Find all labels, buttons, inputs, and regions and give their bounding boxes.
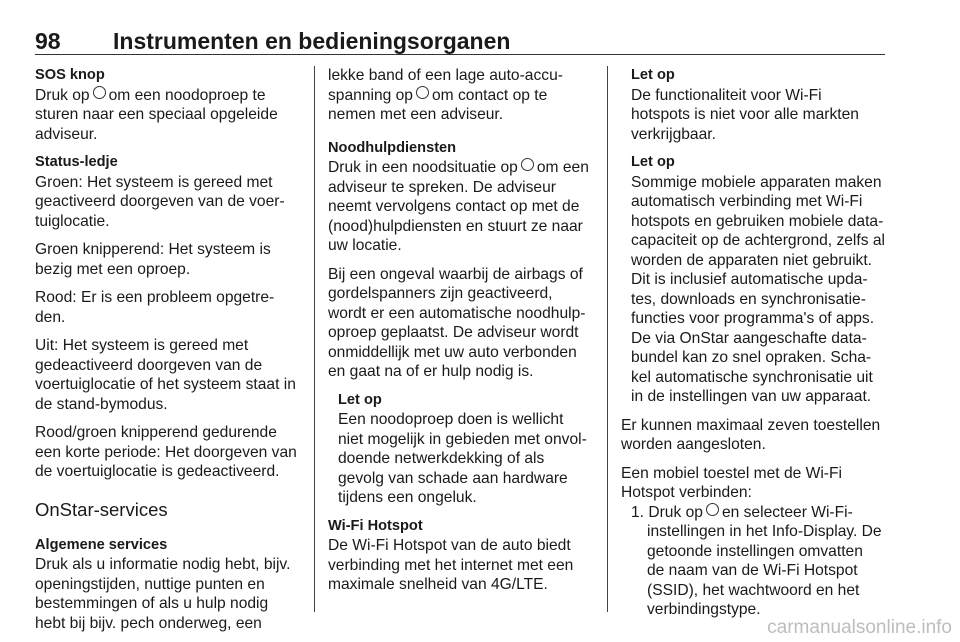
text-line: Een noodoproep doen is wellicht [338,411,564,428]
text-fragment: Druk op [35,86,90,104]
text-line: neemt vervolgens contact op met de [328,198,580,215]
text-line: Groen knipperend: Het systeem is [35,241,271,258]
text-fragment: om een [536,159,589,176]
text-line: De functionaliteit voor Wi-Fi [631,86,822,104]
text-line: tijdens een ongeluk. [338,489,477,506]
paragraph-gap [328,508,596,517]
section-heading: SOS knop [35,67,105,83]
text-line: hebt bij bijv. pech onderweg, een [35,614,262,632]
column-3 [621,66,891,620]
paragraph-gap [328,382,596,391]
text-line: uw locatie. [328,237,402,254]
paragraph-gap [621,407,891,416]
page-title: Instrumenten en bedieningsorganen [113,28,511,54]
section-title: OnStar-services [35,498,168,520]
section-heading: Let op [631,154,675,170]
text-line: lekke band of een lage auto-accu- [328,67,563,84]
text-line: instellingen in het Info-Display. De [647,523,882,540]
text-line: Hotspot verbinden: [621,484,752,501]
text-line: adviseur te spreken. De adviseur [328,178,556,196]
text-fragment: 1. Druk op [631,503,703,521]
watermark: carmanualsonline.info [767,617,952,638]
text-line: Rood/groen knipperend gedurende [35,424,277,441]
text-fragment: spanning op [328,86,413,104]
paragraph-gap [621,455,891,464]
text-line: gevolg van schade aan hardware [338,469,568,487]
paragraph-gap [35,231,303,240]
text-fragment: en selecteer Wi-Fi- [721,503,853,521]
onstar-icon [416,86,429,99]
section-heading: Let op [338,391,382,408]
text-line: worden aangesloten. [621,436,766,453]
text-line: bestemmingen of als u hulp nodig [35,595,269,612]
text-line: den. [35,308,66,326]
text-line: Bij een ongeval waarbij de airbags of [328,265,583,283]
text-line: wordt er een automatische noodhulp- [328,304,586,322]
text-line: voertuiglocatie of het systeem staat in [35,376,296,393]
paragraph-gap [328,256,596,265]
paragraph-gap [35,522,303,536]
header-rule [35,54,885,55]
text-line: bezig met een oproep. [35,260,191,278]
text-line: De Wi-Fi Hotspot van de auto biedt [328,537,571,554]
column-2 [328,66,596,595]
section-heading: Wi-Fi Hotspot [328,517,423,534]
paragraph-gap [35,414,303,423]
text-line: hotspots en gebruiken mobiele data- [631,212,884,230]
text-line: (SSID), het wachtwoord en het [647,581,860,599]
column-divider [314,66,315,612]
text-line: functies voor programma's of apps. [631,310,875,327]
text-line: Druk als u informatie nodig hebt, bijv. [35,556,291,573]
text-line: verkrijgbaar. [631,125,716,143]
text-line: bundel kan zo snel opraken. Scha- [631,349,872,366]
text-line: worden de apparaten niet gebruikt. [631,251,873,269]
text-line: doende netwerkdekking of als [338,450,545,467]
text-line: Sommige mobiele apparaten maken [631,173,882,191]
paragraph-gap [35,144,303,153]
section-heading: Noodhulpdiensten [328,139,457,156]
section-heading: Status-ledje [35,154,118,170]
text-line: gordelspanners zijn geactiveerd, [328,285,553,302]
text-line: openingstijden, nuttige punten en [35,575,265,593]
paragraph-gap [328,125,596,139]
paragraph-gap [35,327,303,336]
text-fragment: om een noodoproep te [108,86,266,104]
sos-icon [521,158,534,171]
section-heading: Algemene services [35,536,168,553]
text-line: verbindingstype. [647,601,761,618]
page-number: 98 [35,28,61,54]
text-line: adviseur. [35,125,98,143]
onstar-icon [706,503,719,516]
paragraph-gap [621,144,891,153]
column-1 [35,66,303,633]
paragraph-gap [35,482,303,496]
text-line: kel automatische synchronisatie uit [631,368,873,386]
text-line: capaciteit op de achtergrond, zelfs al [631,232,885,249]
text-line: gedeactiveerd doorgeven van de [35,356,263,374]
text-line: een korte periode: Het doorgeven van [35,443,297,461]
text-line: de naam van de Wi-Fi Hotspot [647,562,858,579]
text-line: Er kunnen maximaal zeven toestellen [621,416,881,434]
text-line: Uit: Het systeem is gereed met [35,337,249,354]
text-line: sturen naar een speciaal opgeleide [35,106,278,123]
text-line [328,158,596,178]
text-line: Groen: Het systeem is gereed met [35,173,273,191]
text-line: tuiglocatie. [35,212,110,230]
section-heading: Let op [631,67,675,83]
text-line: niet mogelijk in gebieden met onvol- [338,430,587,448]
text-line: verbinding met het internet met een [328,556,574,574]
text-line: Een mobiel toestel met de Wi-Fi [621,464,842,482]
text-line: oproep geplaatst. De adviseur wordt [328,324,579,341]
text-line [621,503,891,523]
text-line [328,86,596,106]
text-line: automatisch verbinding met Wi-Fi [631,193,863,210]
text-fragment: Druk in een noodsituatie op [328,159,518,176]
text-line: De via OnStar aangeschafte data- [631,329,867,347]
text-line: tes, downloads en synchronisatie- [631,290,866,308]
text-line: de voertuiglocatie is gedeactiveerd. [35,463,280,480]
text-line: in de instellingen van uw apparaat. [631,388,872,405]
sos-icon [93,86,106,99]
page-header [35,28,885,54]
column-divider [607,66,608,612]
text-line [35,86,303,106]
text-fragment: om contact op te [431,86,548,104]
text-line: nemen met een adviseur. [328,106,504,123]
text-line: (nood)hulpdiensten en stuurt ze naar [328,217,583,235]
text-line: geactiveerd doorgeven van de voer- [35,193,285,210]
text-line: maximale snelheid van 4G/LTE. [328,576,548,593]
text-line: Dit is inclusief automatische upda- [631,271,868,288]
text-line: getoonde instellingen omvatten [647,542,863,560]
text-line: onmiddellijk met uw auto verbonden [328,343,577,361]
paragraph-gap [35,279,303,288]
text-line: hotspots is niet voor alle markten [631,106,859,123]
text-line: en gaat na of er hulp nodig is. [328,363,534,380]
text-line: de stand-bymodus. [35,395,168,413]
text-line: Rood: Er is een probleem opgetre- [35,289,275,306]
